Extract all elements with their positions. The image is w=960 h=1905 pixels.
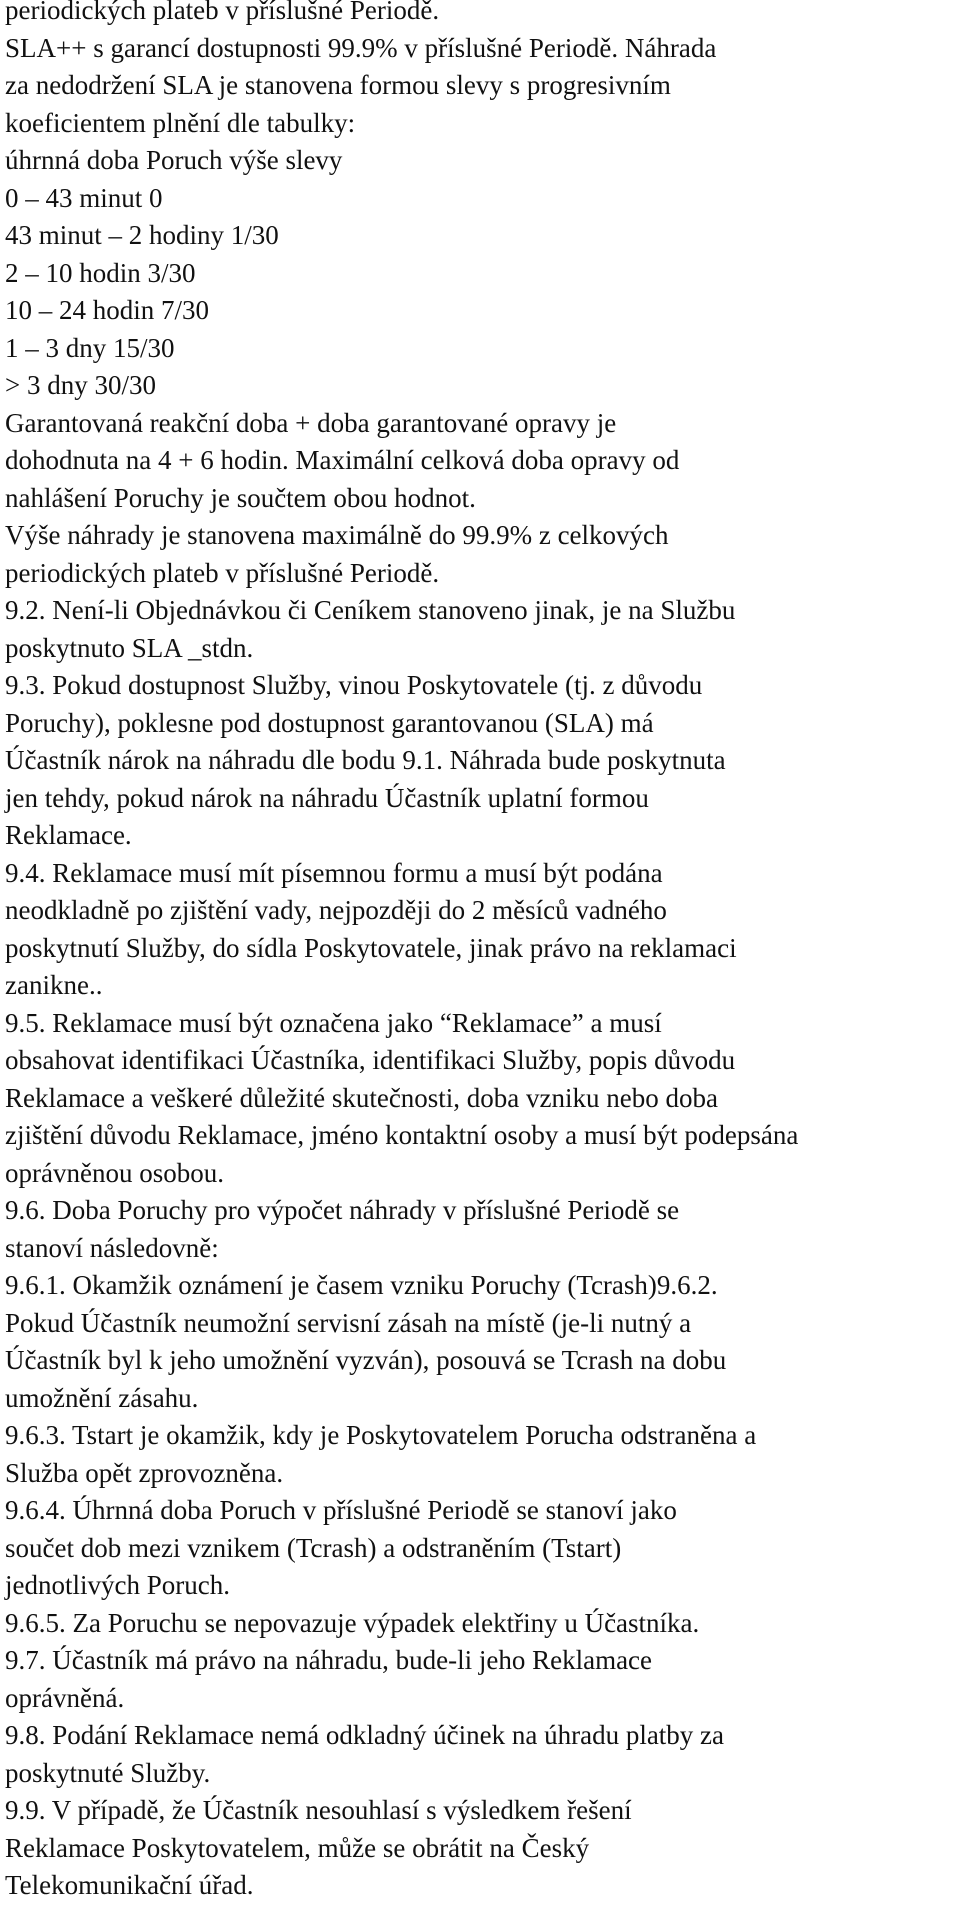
- text-line: zjištění důvodu Reklamace, jméno kontaktní osoby a musí být podepsána: [5, 1120, 799, 1150]
- text-line: Telekomunikační úřad.: [5, 1870, 254, 1900]
- text-line: umožnění zásahu.: [5, 1382, 199, 1413]
- text-line: 9.7. Účastník má právo na náhradu, bude-li jeho Reklamace: [5, 1645, 653, 1675]
- text-line: SLA++ s garancí dostupnosti 99.9% v příslušné Periodě. Náhrada: [5, 32, 717, 63]
- text-line: 9.6.1. Okamžik oznámení je časem vzniku Poruchy (Tcrash)9.6.2.: [5, 1270, 718, 1300]
- text-line: za nedodržení SLA je stanovena formou slevy s progresivním: [5, 70, 671, 100]
- table-row-line: 1 – 3 dny 15/30: [5, 332, 175, 363]
- text-line: koeficientem plnění dle tabulky:: [5, 107, 356, 138]
- text-line: Pokud Účastník neumožní servisní zásah na místě (je-li nutný a: [5, 1307, 692, 1338]
- text-line: 9.3. Pokud dostupnost Služby, vinou Poskytovatele (tj. z důvodu: [5, 670, 703, 700]
- text-line: poskytnuto SLA _stdn.: [5, 632, 254, 663]
- text-line: jen tehdy, pokud nárok na náhradu Účastník uplatní formou: [5, 782, 649, 813]
- text-line: Reklamace.: [5, 820, 132, 850]
- text-line: oprávněná.: [5, 1682, 125, 1713]
- text-line: Poruchy), poklesne pod dostupnost garantovanou (SLA) má: [5, 707, 654, 738]
- table-row-line: 0 – 43 minut 0: [5, 182, 163, 213]
- text-line: Služba opět zprovozněna.: [5, 1457, 284, 1488]
- text-line: periodických plateb v příslušné Periodě.: [5, 557, 440, 588]
- text-line: poskytnuté Služby.: [5, 1757, 211, 1788]
- table-header-line: úhrnná doba Poruch výše slevy: [5, 145, 343, 175]
- text-line: 9.6. Doba Poruchy pro výpočet náhrady v příslušné Periodě se: [5, 1195, 680, 1225]
- text-line: periodických plateb v příslušné Periodě.: [5, 0, 440, 25]
- text-line: Reklamace Poskytovatelem, může se obrátit na Český: [5, 1832, 590, 1863]
- text-line: 9.6.4. Úhrnná doba Poruch v příslušné Periodě se stanoví jako: [5, 1495, 677, 1525]
- text-line: Garantovaná reakční doba + doba garantované opravy je: [5, 407, 617, 438]
- text-line: oprávněnou osobou.: [5, 1157, 224, 1188]
- text-line: 9.2. Není-li Objednávkou či Ceníkem stanoveno jinak, je na Službu: [5, 595, 736, 625]
- text-line: dohodnuta na 4 + 6 hodin. Maximální celková doba opravy od: [5, 445, 680, 475]
- text-line: 9.6.3. Tstart je okamžik, kdy je Poskytovatelem Porucha odstraněna a: [5, 1420, 757, 1450]
- text-line: 9.6.5. Za Poruchu se nepovazuje výpadek elektřiny u Účastníka.: [5, 1607, 700, 1638]
- text-line: Účastník byl k jeho umožnění vyzván), posouvá se Tcrash na dobu: [5, 1345, 727, 1375]
- text-line: zanikne..: [5, 970, 103, 1000]
- text-line: 9.8. Podání Reklamace nemá odkladný účinek na úhradu platby za: [5, 1720, 725, 1750]
- text-line: poskytnutí Služby, do sídla Poskytovatele, jinak právo na reklamaci: [5, 932, 737, 963]
- text-line: obsahovat identifikaci Účastníka, identifikaci Služby, popis důvodu: [5, 1045, 736, 1075]
- table-row-line: 10 – 24 hodin 7/30: [5, 295, 210, 325]
- text-line: stanoví následovně:: [5, 1232, 219, 1263]
- text-line: Výše náhrady je stanovena maximálně do 99.9% z celkových: [5, 520, 669, 550]
- text-line: Účastník nárok na náhradu dle bodu 9.1. Náhrada bude poskytnuta: [5, 745, 726, 775]
- text-line: 9.5. Reklamace musí být označena jako “Reklamace” a musí: [5, 1007, 662, 1038]
- table-row-line: > 3 dny 30/30: [5, 370, 156, 400]
- text-line: 9.4. Reklamace musí mít písemnou formu a musí být podána: [5, 857, 663, 888]
- text-line: jednotlivých Poruch.: [5, 1570, 230, 1600]
- table-row-line: 43 minut – 2 hodiny 1/30: [5, 220, 279, 250]
- text-line: neodkladně po zjištění vady, nejpozději do 2 měsíců vadného: [5, 895, 667, 925]
- table-row-line: 2 – 10 hodin 3/30: [5, 257, 196, 288]
- text-line: součet dob mezi vznikem (Tcrash) a odstraněním (Tstart): [5, 1532, 622, 1563]
- text-line: 9.9. V případě, že Účastník nesouhlasí s výsledkem řešení: [5, 1795, 632, 1825]
- text-line: nahlášení Poruchy je součtem obou hodnot.: [5, 482, 476, 513]
- text-line: Reklamace a veškeré důležité skutečnosti, doba vzniku nebo doba: [5, 1082, 718, 1113]
